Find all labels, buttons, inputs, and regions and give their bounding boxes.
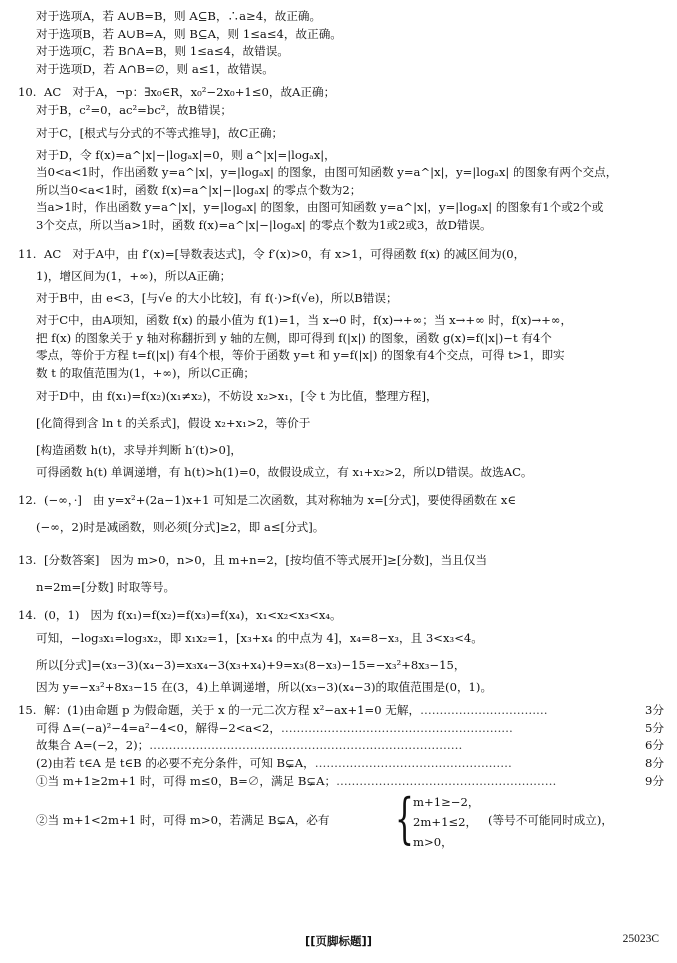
q13-answer: [分数答案] <box>44 553 100 568</box>
option-a-line: 对于选项A，若 A∪B=B，则 A⊆B，∴a≥4，故正确。 <box>36 9 322 23</box>
q11-a2: 1)，增区间为(1，+∞)，所以A正确； <box>36 268 232 283</box>
q15-note: (等号不可能同时成立)， <box>488 813 613 828</box>
q12-header <box>18 487 664 514</box>
q10-d4: 当a>1时，作出函数 y=a^|x|，y=|logₐx| 的图象，由图可知函数 y=a^|x|，y=|logₐx| 的图象有1个或2个或 <box>36 200 604 215</box>
q11-a1: 对于A中，由 f′(x)=[导数表达式]，令 f′(x)>0，有 x>1，可得函数 f(x) 的减区间为(0， <box>72 246 526 261</box>
q15-score-1: 3分 <box>645 703 664 718</box>
q15-row-3: 故集合 A=(−2，2)；……………………………………………………………………… 6分 <box>18 737 664 755</box>
q14-line1: 因为 f(x₁)=f(x₂)=f(x₃)=f(x₄)，x₁<x₂<x₃<x₄。 <box>90 608 342 623</box>
q15-score-2: 5分 <box>645 720 664 735</box>
q15-line5: ①当 m+1≥2m+1 时，可得 m≤0，B=∅，满足 B⊊A； <box>36 773 337 788</box>
q12-number: 12. <box>18 493 37 508</box>
q13-line1: 因为 m>0，n>0，且 m+n=2，[按均值不等式展开]≥[分数]，当且仅当 <box>110 553 488 568</box>
q10-c: 对于C，[根式与分式的不等式推导]，故C正确； <box>36 125 284 140</box>
q15-score-5: 9分 <box>645 773 664 788</box>
q14-header <box>18 607 664 625</box>
footer-code: 25023C <box>622 933 659 945</box>
left-brace-icon: { <box>395 787 414 851</box>
q14-answer: (0，1) <box>44 608 80 623</box>
q15-brace-conditions <box>413 792 479 852</box>
q11-number: 11. <box>18 246 37 261</box>
page-footer <box>0 933 677 953</box>
q10-b: 对于B，c²=0，ac²=bc²，故B错误； <box>36 102 232 117</box>
q11-c1: 对于C中，由A项知，函数 f(x) 的最小值为 f(1)=1，当 x→0 时，f(x)→+∞；当 x→+∞ 时，f(x)→+∞， <box>36 313 573 328</box>
q15-number: 15. <box>18 703 37 718</box>
q11-c2: 把 f(x) 的图象关于 y 轴对称翻折到 y 轴的左侧，即可得到 f(|x|) 的图象，函数 g(x)=f(|x|)−t 有4个 <box>36 330 552 345</box>
footer-title: [[页脚标题]] <box>304 934 373 948</box>
q15-score-4: 8分 <box>645 756 664 771</box>
option-b-line: 对于选项B，若 A∪B=A，则 B⊆A，则 1≤a≤4，故正确。 <box>36 26 342 41</box>
q13-number: 13. <box>18 553 37 568</box>
q15-row-2: 可得 Δ=(−a)²−4=a²−4<0，解得−2<a<2，…………………………………………………… 5分 <box>18 720 664 738</box>
q15-condition-1: m+1≥−2， <box>413 795 480 810</box>
q15-line3: 故集合 A=(−2，2)； <box>36 738 150 753</box>
q10-number: 10. <box>18 85 37 100</box>
q14-line4: 因为 y=−x₃²+8x₃−15 在(3，4)上单调递增，所以(x₃−3)(x₄−3)的取值范围是(0，1)。 <box>36 679 493 694</box>
option-c-line: 对于选项C，若 B∩A=B，则 1≤a≤4，故错误。 <box>36 44 289 59</box>
q11-b: 对于B中，由 e<3，[与√e 的大小比较]，有 f(·)>f(√e)，所以B错误； <box>36 291 398 306</box>
q11-c3: 零点，等价于方程 t=f(|x|) 有4个根，等价于函数 y=t 和 y=f(|x|) 的图象有4个交点，可得 t>1，即实 <box>36 348 565 363</box>
q15-score-3: 6分 <box>645 738 664 753</box>
q15-line4: (2)由若 t∈A 是 t∈B 的必要不充分条件，可知 B⊊A， <box>36 756 315 771</box>
q12-answer: (−∞，·] <box>44 493 82 508</box>
q11-answer: AC <box>44 246 62 261</box>
option-d-line: 对于选项D，若 A∩B=∅，则 a≤1，故错误。 <box>36 61 274 76</box>
q12-line2: (−∞，2)时是减函数，则必须[分式]≥2，即 a≤[分式]。 <box>36 520 325 535</box>
q13-line2: n=2m=[分数] 时取等号。 <box>36 580 176 595</box>
q11-c4: 数 t 的取值范围为(1，+∞)，所以C正确； <box>36 365 256 380</box>
q12-line1: 由 y=x²+(2a−1)x+1 可知是二次函数，其对称轴为 x=[分式]，要使得函数在 x∈ <box>92 493 517 508</box>
q15-line2: 可得 Δ=(−a)²−4=a²−4<0，解得−2<a<2， <box>36 720 282 735</box>
answer-content <box>18 8 664 854</box>
q15-row-4: (2)由若 t∈A 是 t∈B 的必要不充分条件，可知 B⊊A，…………………………………………… 8分 <box>18 755 664 773</box>
q14-line3: 所以[分式]=(x₃−3)(x₄−3)=x₃x₄−3(x₃+x₄)+9=x₃(8−x₃)−15=−x₃²+8x₃−15， <box>36 657 466 672</box>
q10-d1: 对于D，令 f(x)=a^|x|−|logₐx|=0，则 a^|x|=|logₐx|， <box>36 147 336 162</box>
q11-d1: 对于D中，由 f(x₁)=f(x₂)(x₁≠x₂)，不妨设 x₂>x₁，[令 t 为比值，整理方程]， <box>36 388 438 403</box>
q14-number: 14. <box>18 608 37 623</box>
q10-d3: 所以当0<a<1时，函数 f(x)=a^|x|−|logₐx| 的零点个数为2； <box>36 182 362 197</box>
q15-line6: ②当 m+1<2m+1 时，可得 m>0，若满足 B⊊A，必有 <box>36 813 330 828</box>
q10-header <box>18 84 664 102</box>
q10-d2: 当0<a<1时，作出函数 y=a^|x|，y=|logₐx| 的图象，由图可知函数 y=a^|x|，y=|logₐx| 的图象有两个交点， <box>36 165 618 180</box>
q13-header <box>18 547 664 574</box>
q10-a: 对于A，¬p：∃x₀∈R，x₀²−2x₀+1≤0，故A正确； <box>72 85 336 100</box>
q15-header: 15. 解：(1)由命题 p 为假命题，关于 x 的一元二次方程 x²−ax+1=0 无解，…………………………… 3分 <box>18 702 664 720</box>
q11-d4: 可得函数 h(t) 单调递增，有 h(t)>h(1)=0，故假设成立，有 x₁+x₂>2，所以D错误。故选AC。 <box>36 464 533 479</box>
q14-line2: 可知，−log₃x₁=log₃x₂，即 x₁x₂=1，[x₃+x₄ 的中点为 4]，x₄=8−x₃，且 3<x₃<4。 <box>36 630 483 645</box>
q10-answer: AC <box>44 85 62 100</box>
q15-row-5: ①当 m+1≥2m+1 时，可得 m≤0，B=∅，满足 B⊊A；………………………………………………… 9分 <box>18 773 664 791</box>
q11-d2: [化简得到含 ln t 的关系式]，假设 x₂+x₁>2，等价于 <box>36 415 311 430</box>
q10-d5: 3个交点，所以当a>1时，函数 f(x)=a^|x|−|logₐx| 的零点个数为1或2或3，故D错误。 <box>36 217 492 232</box>
q11-header <box>18 241 664 268</box>
q15-condition-3: m>0， <box>413 835 453 850</box>
q15-case-2-block <box>18 787 664 854</box>
q15-line1: 解：(1)由命题 p 为假命题，关于 x 的一元二次方程 x²−ax+1=0 无解， <box>44 703 421 718</box>
q15-condition-2: 2m+1≤2， <box>413 815 478 830</box>
q11-d3: [构造函数 h(t)，求导并判断 h′(t)>0]， <box>36 442 243 457</box>
